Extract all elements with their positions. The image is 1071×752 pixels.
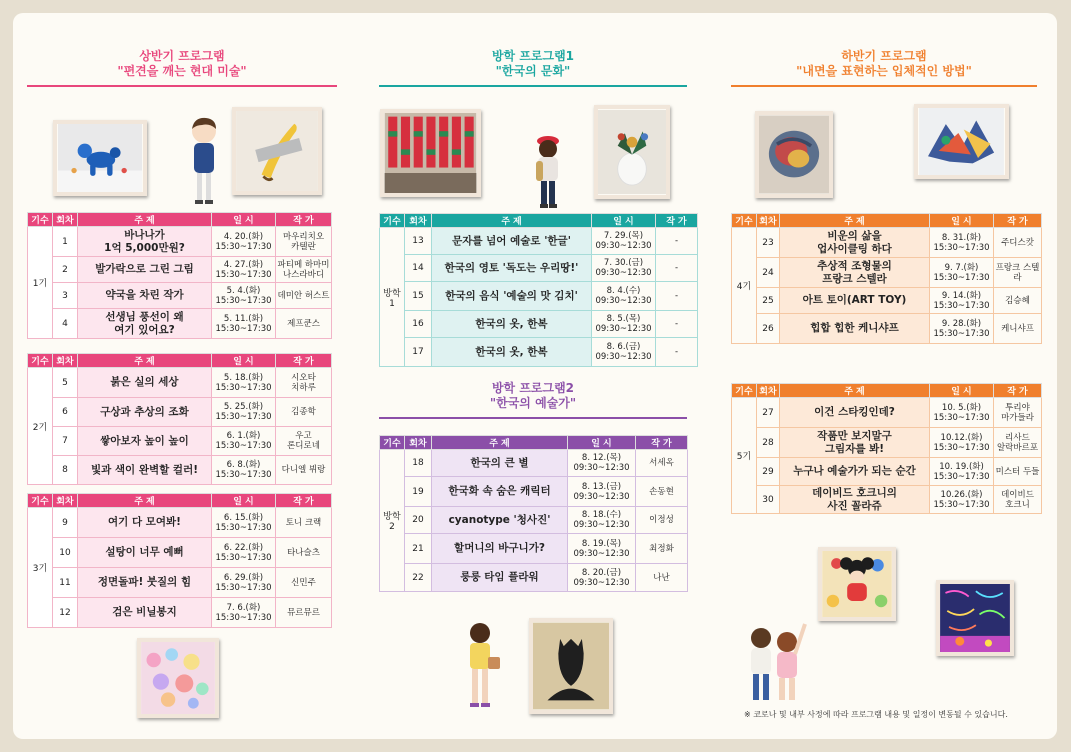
artist-cell: 토니 크랙 bbox=[276, 508, 332, 538]
divider bbox=[379, 417, 687, 419]
artist-cell: 리사드 알락바르포 bbox=[994, 428, 1042, 458]
date-cell: 6. 1.(화) 15:30~17:30 bbox=[212, 427, 276, 456]
topic-cell: 약국을 차린 작가 bbox=[78, 283, 212, 309]
topic-cell: 빛과 색이 완벽할 컬러! bbox=[78, 456, 212, 485]
topic-cell: 검은 비닐봉지 bbox=[78, 598, 212, 628]
topic-cell: cyanotype '청사진' bbox=[432, 507, 568, 534]
topic-cell: 구상과 추상의 조화 bbox=[78, 398, 212, 427]
table-row bbox=[380, 338, 698, 367]
table-row bbox=[380, 228, 698, 255]
table-row bbox=[380, 450, 688, 477]
date-cell: 8. 4.(수) 09:30~12:30 bbox=[592, 282, 656, 311]
topic-cell: 문자를 넘어 예술로 '한글' bbox=[432, 228, 592, 255]
immersive-art-room-image bbox=[936, 580, 1014, 656]
session-number: 9 bbox=[53, 508, 78, 538]
session-number: 26 bbox=[757, 314, 780, 344]
topic-cell: 설탕이 너무 예뻐 bbox=[78, 538, 212, 568]
artist-cell: 우고 론디로네 bbox=[276, 427, 332, 456]
session-number: 16 bbox=[405, 311, 432, 338]
date-cell: 5. 4.(화) 15:30~17:30 bbox=[212, 283, 276, 309]
header-session: 회차 bbox=[53, 354, 78, 368]
table-row bbox=[732, 228, 1042, 258]
session-number: 2 bbox=[53, 257, 78, 283]
header-topic: 주 제 bbox=[780, 384, 930, 398]
topic-cell: 데이비드 호크니의 사진 꼴라쥬 bbox=[780, 486, 930, 514]
artist-cell: 신민주 bbox=[276, 568, 332, 598]
schedule-table-g5 bbox=[731, 383, 1042, 514]
first-half-header bbox=[27, 49, 337, 87]
artist-cell: 다니엘 뷔랑 bbox=[276, 456, 332, 485]
candy-installation-image bbox=[137, 638, 219, 718]
session-number: 6 bbox=[53, 398, 78, 427]
table-row bbox=[28, 508, 332, 538]
artist-cell: 투리야 마가들라 bbox=[994, 398, 1042, 428]
table-row bbox=[28, 456, 332, 485]
header-date: 일 시 bbox=[930, 384, 994, 398]
header-topic: 주 제 bbox=[432, 214, 592, 228]
topic-cell: 한국의 음식 '예술의 맛 김치' bbox=[432, 282, 592, 311]
header-artist: 작 가 bbox=[276, 494, 332, 508]
date-cell: 10.12.(화) 15:30~17:30 bbox=[930, 428, 994, 458]
topic-cell: 한국의 옷, 한복 bbox=[432, 338, 592, 367]
cohort-label: 5기 bbox=[732, 398, 757, 514]
date-cell: 10.26.(화) 15:30~17:30 bbox=[930, 486, 994, 514]
section-title: 상반기 프로그램 bbox=[139, 49, 225, 63]
session-number: 13 bbox=[405, 228, 432, 255]
batman-painting-image bbox=[529, 618, 613, 714]
topic-cell: 붉은 실의 세상 bbox=[78, 368, 212, 398]
session-number: 7 bbox=[53, 427, 78, 456]
cohort-label: 3기 bbox=[28, 508, 53, 628]
schedule-table-g1 bbox=[27, 212, 332, 339]
table-row bbox=[28, 598, 332, 628]
session-number: 28 bbox=[757, 428, 780, 458]
session-number: 23 bbox=[757, 228, 780, 258]
session-number: 27 bbox=[757, 398, 780, 428]
date-cell: 6. 22.(화) 15:30~17:30 bbox=[212, 538, 276, 568]
table-row bbox=[380, 282, 698, 311]
table-row bbox=[380, 507, 688, 534]
date-cell: 5. 25.(화) 15:30~17:30 bbox=[212, 398, 276, 427]
table-row bbox=[28, 257, 332, 283]
header-artist: 작 가 bbox=[276, 213, 332, 227]
header-gi: 기수 bbox=[28, 354, 53, 368]
header-session: 회차 bbox=[405, 436, 432, 450]
topic-cell: 누구나 예술가가 되는 순간 bbox=[780, 458, 930, 486]
section-subtitle: "내면을 표현하는 입체적인 방법" bbox=[796, 64, 972, 78]
artist-cell: 제프쿤스 bbox=[276, 309, 332, 339]
balloon-dog-artwork-image bbox=[53, 120, 147, 196]
table-row bbox=[380, 477, 688, 507]
cohort-label: 2기 bbox=[28, 368, 53, 485]
session-number: 19 bbox=[405, 477, 432, 507]
table-row bbox=[380, 564, 688, 592]
header-session: 회차 bbox=[757, 214, 780, 228]
divider bbox=[379, 85, 687, 87]
children-character-icon bbox=[741, 616, 811, 708]
cohort-label: 1기 bbox=[28, 227, 53, 339]
topic-cell: 선생님 풍선이 왜 여기 있어요? bbox=[78, 309, 212, 339]
session-number: 8 bbox=[53, 456, 78, 485]
table-row bbox=[732, 258, 1042, 288]
table-row bbox=[732, 398, 1042, 428]
header-artist: 작 가 bbox=[994, 384, 1042, 398]
date-cell: 4. 27.(화) 15:30~17:30 bbox=[212, 257, 276, 283]
header-gi: 기수 bbox=[380, 214, 405, 228]
date-cell: 10. 19.(화) 15:30~17:30 bbox=[930, 458, 994, 486]
table-row bbox=[732, 288, 1042, 314]
table-row bbox=[28, 568, 332, 598]
abstract-sculpture-image bbox=[914, 104, 1009, 179]
artist-cell: 뮤르뮤르 bbox=[276, 598, 332, 628]
header-artist: 작 가 bbox=[656, 214, 698, 228]
topic-cell: 한국화 속 숨은 캐릭터 bbox=[432, 477, 568, 507]
upcycled-sculpture-image bbox=[755, 111, 833, 198]
header-gi: 기수 bbox=[732, 384, 757, 398]
artist-cell: 파티메 하마미 나스라바디 bbox=[276, 257, 332, 283]
date-cell: 8. 6.(금) 09:30~12:30 bbox=[592, 338, 656, 367]
artist-cell: - bbox=[656, 282, 698, 311]
section-subtitle: "한국의 문화" bbox=[495, 64, 571, 78]
table-row bbox=[28, 398, 332, 427]
date-cell: 8. 20.(금) 09:30~12:30 bbox=[568, 564, 636, 592]
artist-cell: 나난 bbox=[636, 564, 688, 592]
table-row bbox=[380, 534, 688, 564]
header-gi: 기수 bbox=[732, 214, 757, 228]
table-row bbox=[380, 255, 698, 282]
toy-character-artwork-image bbox=[818, 547, 896, 621]
schedule-table-g2 bbox=[27, 353, 332, 485]
artist-cell: 최정화 bbox=[636, 534, 688, 564]
topic-cell: 비운의 삶을 업사이클링 하다 bbox=[780, 228, 930, 258]
session-number: 3 bbox=[53, 283, 78, 309]
artist-cell: 케니샤프 bbox=[994, 314, 1042, 344]
header-topic: 주 제 bbox=[78, 354, 212, 368]
boy-character-icon bbox=[184, 113, 224, 208]
session-number: 22 bbox=[405, 564, 432, 592]
session-number: 14 bbox=[405, 255, 432, 282]
header-artist: 작 가 bbox=[994, 214, 1042, 228]
artist-cell: - bbox=[656, 311, 698, 338]
date-cell: 6. 8.(화) 15:30~17:30 bbox=[212, 456, 276, 485]
table-row bbox=[28, 368, 332, 398]
topic-cell: 여기 다 모여봐! bbox=[78, 508, 212, 538]
artist-cell: 프랑크 스텔라 bbox=[994, 258, 1042, 288]
section-subtitle: "한국의 예술가" bbox=[489, 396, 577, 410]
topic-cell: 힙합 힙한 케니샤프 bbox=[780, 314, 930, 344]
session-number: 17 bbox=[405, 338, 432, 367]
date-cell: 10. 5.(화) 15:30~17:30 bbox=[930, 398, 994, 428]
cohort-label: 방학 1 bbox=[380, 228, 405, 367]
date-cell: 8. 18.(수) 09:30~12:30 bbox=[568, 507, 636, 534]
cohort-label: 4기 bbox=[732, 228, 757, 344]
date-cell: 9. 28.(화) 15:30~17:30 bbox=[930, 314, 994, 344]
table-row bbox=[732, 428, 1042, 458]
artist-cell: 손동현 bbox=[636, 477, 688, 507]
header-topic: 주 제 bbox=[78, 494, 212, 508]
topic-cell: 이건 스타킹인데? bbox=[780, 398, 930, 428]
second-half-header bbox=[731, 49, 1037, 87]
table-row bbox=[28, 283, 332, 309]
schedule-table-g3 bbox=[27, 493, 332, 628]
session-number: 12 bbox=[53, 598, 78, 628]
date-cell: 8. 12.(목) 09:30~12:30 bbox=[568, 450, 636, 477]
artist-cell: 김종학 bbox=[276, 398, 332, 427]
header-date: 일 시 bbox=[212, 354, 276, 368]
flower-vase-artwork-image bbox=[594, 105, 670, 199]
session-number: 21 bbox=[405, 534, 432, 564]
table-row bbox=[732, 458, 1042, 486]
section-title: 하반기 프로그램 bbox=[841, 49, 927, 63]
header-topic: 주 제 bbox=[780, 214, 930, 228]
date-cell: 8. 31.(화) 15:30~17:30 bbox=[930, 228, 994, 258]
header-topic: 주 제 bbox=[78, 213, 212, 227]
girl-with-bag-character-icon bbox=[458, 619, 504, 711]
date-cell: 9. 14.(화) 15:30~17:30 bbox=[930, 288, 994, 314]
date-cell: 9. 7.(화) 15:30~17:30 bbox=[930, 258, 994, 288]
cohort-label: 방학 2 bbox=[380, 450, 405, 592]
date-cell: 4. 20.(화) 15:30~17:30 bbox=[212, 227, 276, 257]
session-number: 18 bbox=[405, 450, 432, 477]
header-session: 회차 bbox=[757, 384, 780, 398]
session-number: 4 bbox=[53, 309, 78, 339]
table-row bbox=[732, 314, 1042, 344]
schedule-table-v2 bbox=[379, 435, 688, 592]
session-number: 20 bbox=[405, 507, 432, 534]
header-topic: 주 제 bbox=[432, 436, 568, 450]
artist-cell: 이정성 bbox=[636, 507, 688, 534]
session-number: 5 bbox=[53, 368, 78, 398]
table-row bbox=[28, 227, 332, 257]
topic-cell: 룽룽 타임 플라워 bbox=[432, 564, 568, 592]
duct-taped-banana-image bbox=[232, 107, 322, 195]
date-cell: 7. 30.(금) 09:30~12:30 bbox=[592, 255, 656, 282]
header-date: 일 시 bbox=[592, 214, 656, 228]
date-cell: 6. 29.(화) 15:30~17:30 bbox=[212, 568, 276, 598]
girl-character-icon bbox=[530, 131, 566, 211]
vacation1-header bbox=[379, 49, 687, 87]
topic-cell: 한국의 영토 '독도는 우리땅!' bbox=[432, 255, 592, 282]
header-date: 일 시 bbox=[568, 436, 636, 450]
artist-cell: - bbox=[656, 228, 698, 255]
topic-cell: 바나나가 1억 5,000만원? bbox=[78, 227, 212, 257]
header-artist: 작 가 bbox=[276, 354, 332, 368]
artist-cell: 서세옥 bbox=[636, 450, 688, 477]
topic-cell: 작품만 보지말구 그림자를 봐! bbox=[780, 428, 930, 458]
table-row bbox=[380, 311, 698, 338]
date-cell: 7. 6.(화) 15:30~17:30 bbox=[212, 598, 276, 628]
session-number: 1 bbox=[53, 227, 78, 257]
session-number: 24 bbox=[757, 258, 780, 288]
topic-cell: 아트 토이(ART TOY) bbox=[780, 288, 930, 314]
session-number: 29 bbox=[757, 458, 780, 486]
date-cell: 8. 5.(목) 09:30~12:30 bbox=[592, 311, 656, 338]
schedule-table-v1 bbox=[379, 213, 698, 367]
date-cell: 8. 13.(금) 09:30~12:30 bbox=[568, 477, 636, 507]
date-cell: 5. 11.(화) 15:30~17:30 bbox=[212, 309, 276, 339]
topic-cell: 한국의 옷, 한복 bbox=[432, 311, 592, 338]
header-session: 회차 bbox=[53, 494, 78, 508]
table-row bbox=[28, 538, 332, 568]
topic-cell: 한국의 큰 별 bbox=[432, 450, 568, 477]
topic-cell: 정면돌파! 붓질의 힘 bbox=[78, 568, 212, 598]
section-subtitle: "편견을 깨는 현대 미술" bbox=[117, 64, 247, 78]
topic-cell: 발가락으로 그린 그림 bbox=[78, 257, 212, 283]
program-sheet bbox=[13, 13, 1057, 739]
topic-cell: 추상적 조형물의 프랑크 스텔라 bbox=[780, 258, 930, 288]
header-session: 회차 bbox=[405, 214, 432, 228]
topic-cell: 할머니의 바구니가? bbox=[432, 534, 568, 564]
artist-cell: - bbox=[656, 255, 698, 282]
header-artist: 작 가 bbox=[636, 436, 688, 450]
artist-cell: 시오타 치하루 bbox=[276, 368, 332, 398]
session-number: 30 bbox=[757, 486, 780, 514]
header-gi: 기수 bbox=[28, 494, 53, 508]
artist-cell: 데이비드 호크니 bbox=[994, 486, 1042, 514]
artist-cell: 김승혜 bbox=[994, 288, 1042, 314]
date-cell: 5. 18.(화) 15:30~17:30 bbox=[212, 368, 276, 398]
footer-note: ※ 코로나 및 내부 사정에 따라 프로그램 내용 및 일정이 변동될 수 있습니다. bbox=[744, 710, 1008, 719]
divider bbox=[731, 85, 1037, 87]
artist-cell: 주디스캇 bbox=[994, 228, 1042, 258]
topic-cell: 쌓아보자 높이 높이 bbox=[78, 427, 212, 456]
session-number: 11 bbox=[53, 568, 78, 598]
table-row bbox=[28, 309, 332, 339]
schedule-table-g4 bbox=[731, 213, 1042, 344]
session-number: 25 bbox=[757, 288, 780, 314]
session-number: 15 bbox=[405, 282, 432, 311]
header-gi: 기수 bbox=[380, 436, 405, 450]
table-row bbox=[732, 486, 1042, 514]
header-session: 회차 bbox=[53, 213, 78, 227]
header-date: 일 시 bbox=[212, 213, 276, 227]
section-title: 방학 프로그램2 bbox=[491, 381, 575, 395]
table-row bbox=[28, 427, 332, 456]
vacation2-header bbox=[379, 381, 687, 419]
header-date: 일 시 bbox=[212, 494, 276, 508]
date-cell: 7. 29.(목) 09:30~12:30 bbox=[592, 228, 656, 255]
header-date: 일 시 bbox=[930, 214, 994, 228]
date-cell: 8. 19.(목) 09:30~12:30 bbox=[568, 534, 636, 564]
artist-cell: - bbox=[656, 338, 698, 367]
session-number: 10 bbox=[53, 538, 78, 568]
red-thread-installation-image bbox=[380, 109, 481, 197]
divider bbox=[27, 85, 337, 87]
artist-cell: 마우리치오 카텔란 bbox=[276, 227, 332, 257]
date-cell: 6. 15.(화) 15:30~17:30 bbox=[212, 508, 276, 538]
artist-cell: 미스터 두들 bbox=[994, 458, 1042, 486]
section-title: 방학 프로그램1 bbox=[491, 49, 575, 63]
header-gi: 기수 bbox=[28, 213, 53, 227]
artist-cell: 데미안 허스트 bbox=[276, 283, 332, 309]
artist-cell: 타나슬츠 bbox=[276, 538, 332, 568]
